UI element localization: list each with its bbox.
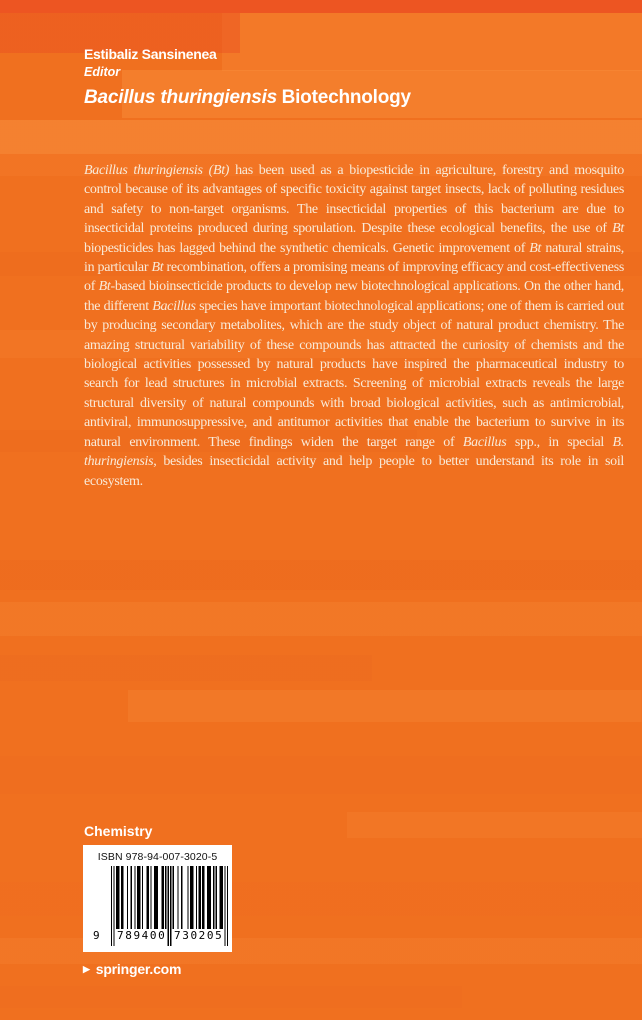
isbn-barcode <box>83 845 232 952</box>
editor-label: Editor <box>84 65 121 79</box>
arrow-right-icon: ▶ <box>83 964 90 974</box>
publisher-website <box>83 961 181 977</box>
website-label: springer.com <box>95 961 182 977</box>
category-label: Chemistry <box>84 823 153 839</box>
barcode-bars <box>93 866 228 946</box>
book-title <box>84 87 411 109</box>
barcode-digits-right: 730205 <box>174 929 224 942</box>
barcode-digit-lead: 9 <box>93 929 100 942</box>
book-title-regular-part: Biotechnology <box>281 87 411 108</box>
barcode-digits-left: 789400 <box>117 929 167 942</box>
synopsis-text: Bacillus thuringiensis (Bt) has been used as a biopesticide in agriculture, forestry and mosquito control because of its advantages of specific toxicity against target insects, lack of polluting residues and safety to non-target organisms. The insecticidal properties of this bacterium are due to insecticidal proteins produced during sporulation. Despite these ecological benefits, the use of Bt biopesticides has lagged behind the synthetic chemicals. Genetic improvement of Bt natural strains, in particular Bt recombination, offers a promising means of improving efficacy and cost-effectiveness of Bt-based bioinsecticide products to develop new biotechnological applications. On the other hand, the different Bacillus species have important biotechnological applications; one of them is carried out by producing secondary metabolites, which are the study object of natural product chemistry. The amazing structural variability of these compounds has attracted the curiosity of chemists and the biological activities possessed by natural products have inspired the pharmaceutical industry to search for lead structures in microbial extracts. Screening of microbial extracts reveals the large structural diversity of natural compounds with broad biological activities, such as antimicrobial, antiviral, immunosuppressive, and antitumor activities that enable the bacterium to survive in its natural environment. These findings widen the target range of Bacillus spp., in special B. thuringiensis, besides insecticidal activity and help people to better understand its role in soil ecosystem. <box>84 163 624 489</box>
book-title-italic-part: Bacillus thuringiensis <box>84 87 278 108</box>
author-name: Estibaliz Sansinenea <box>84 46 217 62</box>
isbn-label: ISBN 978-94-007-3020-5 <box>97 851 218 863</box>
